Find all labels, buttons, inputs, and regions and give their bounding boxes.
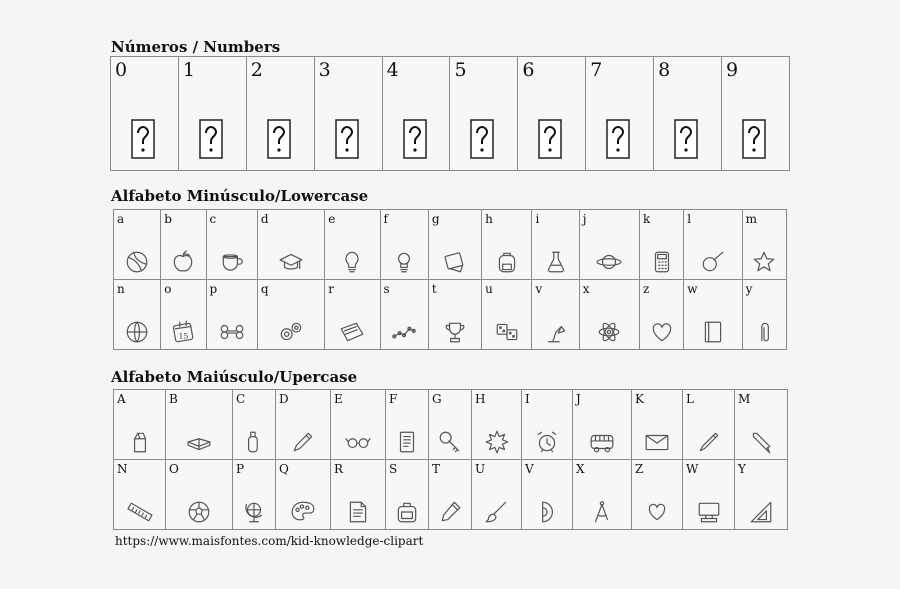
missing-glyph-icon	[267, 119, 291, 159]
letter-label: d	[260, 212, 269, 226]
letter-label: B	[169, 392, 178, 406]
pen-icon	[696, 429, 722, 455]
missing-glyph-icon	[674, 119, 698, 159]
letter-cell	[640, 210, 684, 280]
letter-cell	[684, 280, 742, 350]
uppercase-grid	[113, 389, 788, 530]
letter-cell	[573, 460, 632, 530]
letter-cell	[429, 460, 472, 530]
compass-icon	[589, 499, 615, 525]
soccer-ball-icon	[186, 499, 212, 525]
gears-icon	[278, 319, 304, 345]
letter-cell	[257, 280, 324, 350]
mug-icon	[219, 249, 245, 275]
number-cell	[382, 57, 450, 171]
missing-glyph-icon	[131, 119, 155, 159]
letter-label: c	[209, 212, 217, 226]
letter-cell	[380, 280, 428, 350]
palette-icon	[290, 499, 316, 525]
letter-cell	[428, 280, 481, 350]
letter-label: e	[328, 212, 336, 226]
letter-cell	[233, 460, 276, 530]
key-icon	[437, 429, 463, 455]
book-icon	[339, 319, 365, 345]
number-cell	[518, 57, 586, 171]
document-icon	[345, 499, 371, 525]
letter-label: E	[334, 392, 343, 406]
backpack-icon	[494, 249, 520, 275]
letter-cell	[640, 280, 684, 350]
number-label: 4	[386, 59, 399, 81]
desk-lamp-icon	[543, 319, 569, 345]
lightbulb-icon	[391, 249, 417, 275]
letter-cell	[233, 390, 276, 460]
calendar-icon	[170, 319, 196, 345]
number-label: 5	[454, 59, 467, 81]
apple-icon	[170, 249, 196, 275]
protractor-icon	[534, 499, 560, 525]
number-cell	[246, 57, 314, 171]
letter-label: X	[576, 462, 585, 476]
planet-icon	[596, 249, 622, 275]
number-label: 7	[590, 59, 603, 81]
atom-icon	[596, 319, 622, 345]
numbers-grid	[110, 56, 790, 171]
letter-label: T	[432, 462, 441, 476]
letter-cell	[532, 210, 579, 280]
pencil-icon	[290, 429, 316, 455]
letter-label: k	[643, 212, 651, 226]
heart-outline-icon	[644, 499, 670, 525]
books-icon	[442, 249, 468, 275]
letter-cell	[683, 460, 735, 530]
lowercase-title: Alfabeto Minúsculo/Lowercase	[111, 187, 369, 205]
letter-cell	[532, 280, 579, 350]
calculator-icon	[649, 249, 675, 275]
letter-label: G	[432, 392, 442, 406]
notebook-icon	[700, 319, 726, 345]
flask-icon	[543, 249, 569, 275]
letter-label: m	[745, 212, 758, 226]
letter-label: I	[525, 392, 530, 406]
letter-label: r	[328, 282, 334, 296]
star-icon	[751, 249, 777, 275]
missing-glyph-icon	[538, 119, 562, 159]
letter-cell	[632, 390, 683, 460]
brush-icon	[484, 499, 510, 525]
number-label: 0	[115, 59, 128, 81]
letter-label: C	[236, 392, 246, 406]
letter-label: F	[389, 392, 398, 406]
letter-cell	[276, 460, 331, 530]
glasses-icon	[345, 429, 371, 455]
letter-label: b	[164, 212, 172, 226]
number-label: 2	[250, 59, 263, 81]
letter-label: i	[535, 212, 540, 226]
lowercase-grid	[113, 209, 787, 350]
numbers-title: Números / Numbers	[111, 38, 281, 56]
letter-cell	[428, 210, 481, 280]
open-book-icon	[186, 429, 212, 455]
missing-glyph-icon	[606, 119, 630, 159]
schoolbag-icon	[394, 499, 420, 525]
letter-label: x	[582, 282, 590, 296]
envelope-icon	[644, 429, 670, 455]
letter-label: v	[535, 282, 543, 296]
number-label: 8	[658, 59, 671, 81]
letter-cell	[472, 390, 522, 460]
letter-cell	[573, 390, 632, 460]
letter-cell	[114, 460, 166, 530]
milk-carton-icon	[127, 429, 153, 455]
letter-label: o	[164, 282, 172, 296]
letter-cell	[632, 460, 683, 530]
letter-cell	[684, 210, 742, 280]
letter-label: t	[431, 282, 437, 296]
letter-label: A	[117, 392, 126, 406]
letter-cell	[166, 460, 233, 530]
letter-label: Q	[279, 462, 289, 476]
letter-label: j	[582, 212, 587, 226]
letter-label: H	[475, 392, 486, 406]
globe-icon	[124, 319, 150, 345]
letter-cell	[742, 280, 786, 350]
number-cell	[111, 57, 179, 171]
letter-cell	[735, 390, 788, 460]
letter-cell	[472, 460, 522, 530]
letter-label: l	[687, 212, 692, 226]
paperclip-icon	[751, 319, 777, 345]
letter-cell	[380, 210, 428, 280]
number-label: 9	[726, 59, 739, 81]
bulb-icon	[339, 249, 365, 275]
letter-label: D	[279, 392, 289, 406]
letter-label: N	[117, 462, 128, 476]
ruler-icon	[127, 499, 153, 525]
constellation-icon	[391, 319, 417, 345]
number-cell	[586, 57, 654, 171]
missing-glyph-icon	[742, 119, 766, 159]
letter-cell	[579, 280, 639, 350]
number-cell	[654, 57, 722, 171]
letter-cell	[683, 390, 735, 460]
letter-label: z	[643, 282, 650, 296]
letter-label: Z	[635, 462, 644, 476]
letter-label: u	[485, 282, 493, 296]
letter-label: w	[687, 282, 698, 296]
letter-label: h	[485, 212, 493, 226]
letter-label: J	[576, 392, 581, 406]
number-cell	[450, 57, 518, 171]
letter-label: y	[745, 282, 753, 296]
burst-icon	[484, 429, 510, 455]
missing-glyph-icon	[470, 119, 494, 159]
letter-label: K	[635, 392, 644, 406]
letter-cell	[579, 210, 639, 280]
letter-cell	[386, 390, 429, 460]
missing-glyph-icon	[403, 119, 427, 159]
letter-cell	[161, 210, 206, 280]
letter-label: n	[117, 282, 125, 296]
source-url[interactable]: https://www.maisfontes.com/kid-knowledge-clipart	[115, 534, 424, 548]
letter-cell	[482, 280, 532, 350]
letter-label: W	[686, 462, 699, 476]
letter-cell	[735, 460, 788, 530]
number-label: 1	[182, 59, 195, 81]
letter-cell	[161, 280, 206, 350]
letter-cell	[325, 280, 380, 350]
alarm-clock-icon	[534, 429, 560, 455]
letter-cell	[482, 210, 532, 280]
pen-nib-icon	[437, 499, 463, 525]
letter-cell	[114, 390, 166, 460]
letter-cell	[166, 390, 233, 460]
desk-globe-icon	[241, 499, 267, 525]
computer-icon	[696, 499, 722, 525]
letter-cell	[331, 390, 386, 460]
letter-cell	[522, 390, 573, 460]
letter-label: O	[169, 462, 179, 476]
school-bus-icon	[589, 429, 615, 455]
set-square-icon	[748, 499, 774, 525]
number-label: 6	[522, 59, 535, 81]
letter-cell	[276, 390, 331, 460]
letter-label: p	[209, 282, 218, 296]
letter-label: P	[236, 462, 245, 476]
missing-glyph-icon	[335, 119, 359, 159]
letter-label: S	[389, 462, 398, 476]
letter-label: U	[475, 462, 486, 476]
letter-cell	[742, 210, 786, 280]
letter-cell	[257, 210, 324, 280]
letter-label: g	[431, 212, 440, 226]
trophy-icon	[442, 319, 468, 345]
letter-cell	[114, 280, 161, 350]
graduation-cap-icon	[278, 249, 304, 275]
letter-cell	[386, 460, 429, 530]
number-cell	[722, 57, 790, 171]
letter-cell	[206, 280, 257, 350]
letter-label: L	[686, 392, 694, 406]
letter-label: R	[334, 462, 344, 476]
letter-label: f	[383, 212, 388, 226]
bottle-icon	[241, 429, 267, 455]
letter-cell	[522, 460, 573, 530]
letter-label: a	[117, 212, 125, 226]
letter-label: s	[383, 282, 390, 296]
bone-icon	[219, 319, 245, 345]
letter-cell	[325, 210, 380, 280]
dice-icon	[494, 319, 520, 345]
number-cell	[178, 57, 246, 171]
letter-cell	[331, 460, 386, 530]
letter-cell	[429, 390, 472, 460]
ball-icon	[124, 249, 150, 275]
crayon-icon	[748, 429, 774, 455]
letter-cell	[206, 210, 257, 280]
number-cell	[314, 57, 382, 171]
heart-icon	[649, 319, 675, 345]
letter-label: Y	[738, 462, 746, 476]
missing-glyph-icon	[199, 119, 223, 159]
letter-label: V	[525, 462, 534, 476]
svg-text:15: 15	[179, 331, 189, 341]
uppercase-title: Alfabeto Maiúsculo/Upercase	[111, 368, 358, 386]
magnifier-icon	[700, 249, 726, 275]
letter-label: M	[738, 392, 751, 406]
letter-label: q	[260, 282, 269, 296]
letter-cell	[114, 210, 161, 280]
paper-icon	[394, 429, 420, 455]
number-label: 3	[318, 59, 331, 81]
